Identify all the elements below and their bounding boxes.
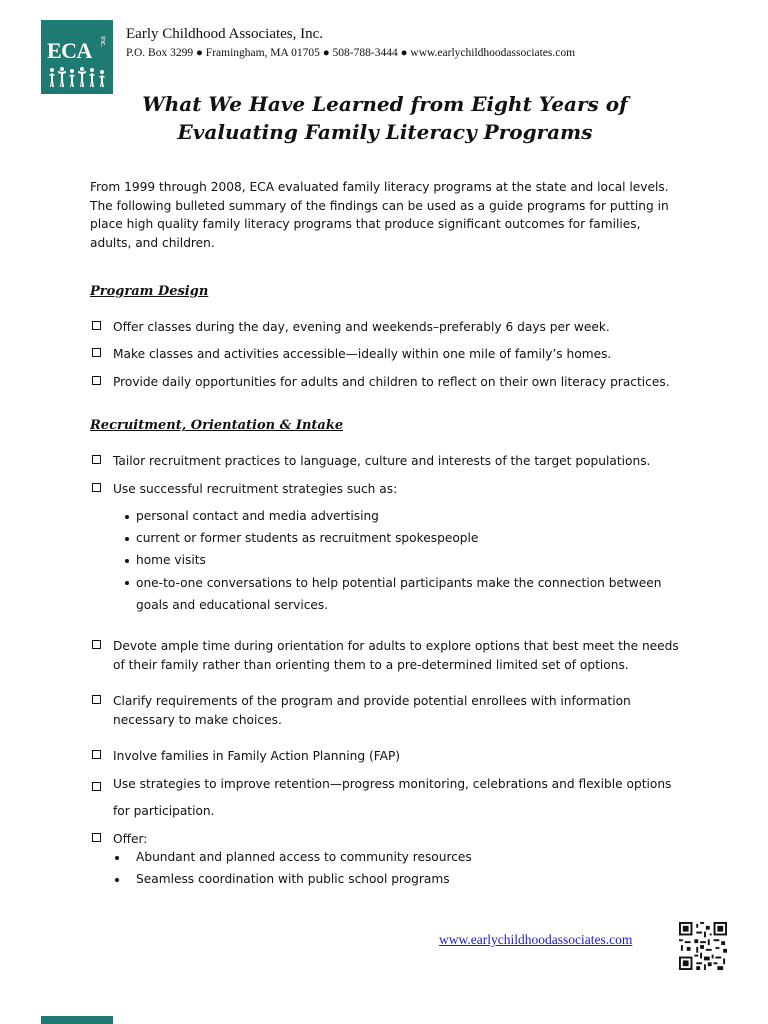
strategy-item: current or former students as recruitment spokespeople — [136, 531, 479, 545]
checkbox-icon — [92, 782, 101, 791]
item-text: Devote ample time during orientation for adults to explore options that best meet the needs of their family rather than orienting them to a pre-determined limited set of options. — [113, 639, 679, 672]
item-text: Clarify requirements of the program and provide potential enrollees with information necessary to make choices. — [113, 694, 631, 727]
checkbox-icon — [92, 483, 101, 492]
strategy-item: personal contact and media advertising — [136, 509, 379, 523]
bullet-icon — [125, 559, 129, 563]
footer-logo-bar — [41, 1016, 113, 1024]
bullet-icon — [125, 581, 129, 585]
heading-recruitment: Recruitment, Orientation & Intake — [90, 418, 344, 433]
bullet-icon — [115, 878, 119, 882]
item-text: Use successful recruitment strategies such as: — [113, 482, 398, 496]
checkbox-icon — [92, 695, 101, 704]
offer-item: Abundant and planned access to community resources — [136, 850, 472, 864]
logo-inc: Inc. — [99, 36, 106, 48]
list-item — [90, 452, 690, 471]
checkbox-icon — [92, 833, 101, 842]
checkbox-icon — [92, 640, 101, 649]
org-name: Early Childhood Associates, Inc. — [126, 26, 324, 42]
item-text: Offer: — [113, 832, 148, 846]
list-item — [90, 692, 690, 729]
eca-logo — [41, 20, 113, 94]
qr-code-icon — [679, 922, 727, 970]
heading-program-design: Program Design — [90, 284, 209, 299]
website-link[interactable]: www.earlychildhoodassociates.com — [439, 932, 633, 947]
people-figures-icon — [47, 66, 107, 88]
checkbox-icon — [92, 376, 101, 385]
list-item — [90, 345, 690, 364]
strategy-item: one-to-one conversations to help potential participants make the connection between goals and educational services. — [136, 576, 662, 612]
list-item — [90, 775, 690, 825]
offer-item: Seamless coordination with public school programs — [136, 872, 450, 886]
list-item — [90, 373, 690, 392]
checkbox-icon — [92, 455, 101, 464]
checkbox-icon — [92, 750, 101, 759]
item-text: Offer classes during the day, evening and weekends–preferably 6 days per week. — [113, 320, 610, 334]
list-item — [90, 318, 690, 337]
item-text: Provide daily opportunities for adults and children to reflect on their own literacy practices. — [113, 375, 670, 389]
org-contact: P.O. Box 3299 ● Framingham, MA 01705 ● 508-788-3444 ● www.earlychildhoodassociates.com — [126, 47, 576, 59]
page-title — [90, 90, 680, 146]
title-line-2: Evaluating Family Literacy Programs — [177, 120, 593, 144]
intro-paragraph: From 1999 through 2008, ECA evaluated family literacy programs at the state and local levels. The following bulleted summary of the findings can be used as a guide programs for putting in place high quality family literacy programs that produce significant outcomes for families, adults, and children. — [90, 180, 669, 250]
item-text: Use strategies to improve retention—progress monitoring, celebrations and flexible options for participation. — [113, 777, 672, 818]
bullet-icon — [125, 515, 129, 519]
bullet-icon — [115, 856, 119, 860]
item-text: Involve families in Family Action Planning (FAP) — [113, 749, 401, 763]
list-item — [90, 830, 690, 849]
list-item — [90, 747, 690, 766]
checkbox-icon — [92, 348, 101, 357]
list-item — [90, 637, 690, 674]
item-text: Make classes and activities accessible—ideally within one mile of family’s homes. — [113, 347, 612, 361]
title-line-1: What We Have Learned from Eight Years of — [142, 92, 628, 116]
bullet-icon — [125, 537, 129, 541]
strategy-item: home visits — [136, 553, 206, 567]
logo-text: ECA — [47, 38, 92, 63]
checkbox-icon — [92, 321, 101, 330]
item-text: Tailor recruitment practices to language, culture and interests of the target populations. — [113, 454, 651, 468]
list-item — [90, 480, 690, 499]
